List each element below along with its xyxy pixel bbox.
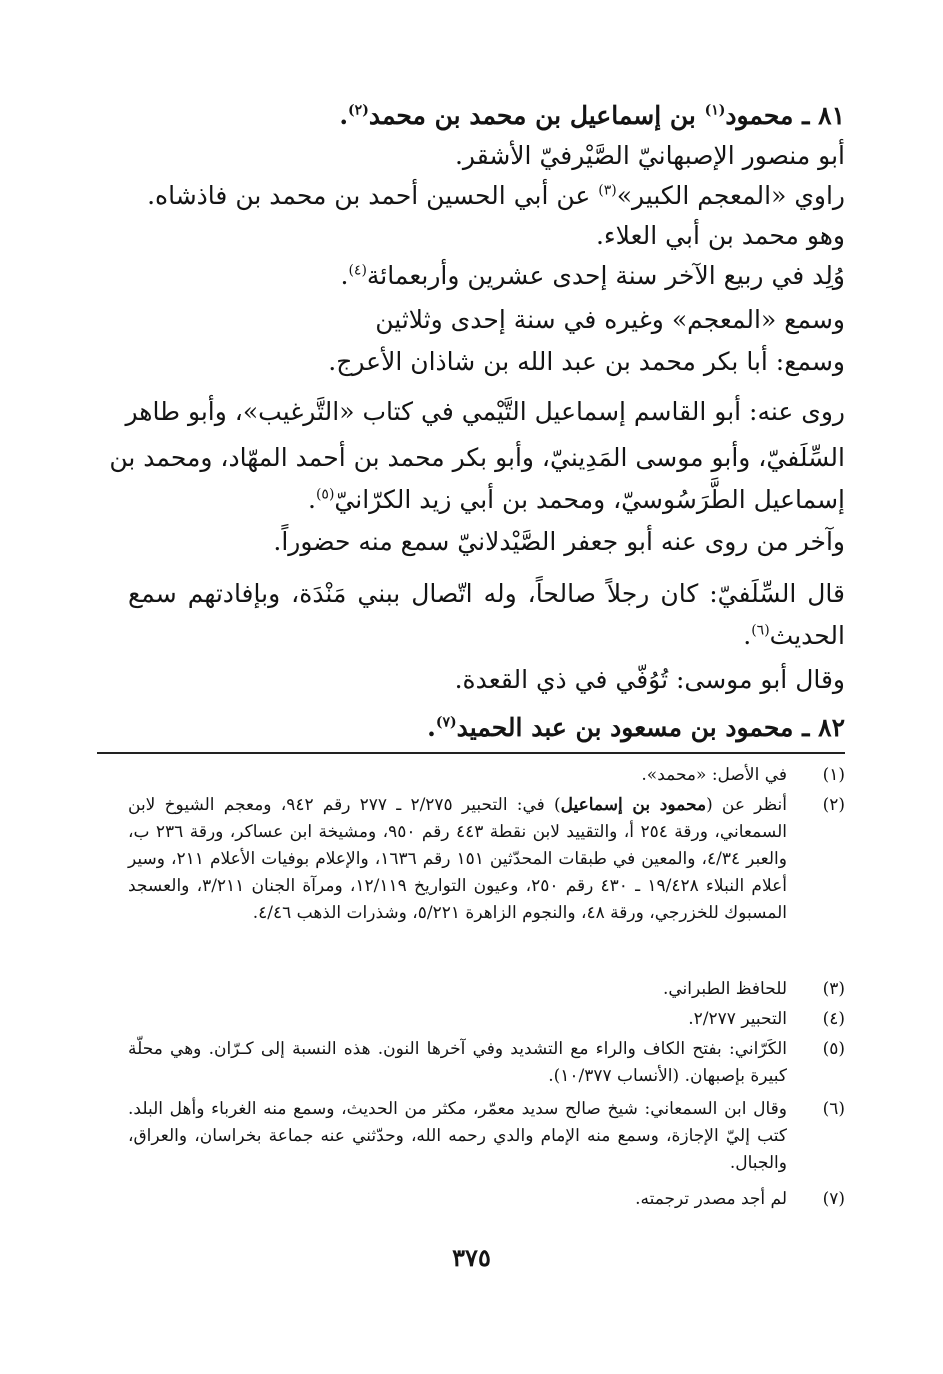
- footnote-2: [128, 792, 845, 927]
- body-line: وهو محمد بن أبي العلاء.: [595, 221, 845, 250]
- footnote-6: [128, 1096, 845, 1177]
- footnote-number: (٤): [822, 1009, 845, 1029]
- body-line: وسمع: أبا بكر محمد بن عبد الله بن شاذان الأعرج.: [328, 347, 845, 376]
- narrators-line: السِّلَفيّ، وأبو موسى المَدِينيّ، وأبو بكر محمد بن أحمد المهّاد، ومحمد بن: [109, 443, 845, 472]
- body-line: وآخر من روى عنه أبو جعفر الصَّيْدلانيّ سمع منه حضوراً.: [273, 527, 845, 556]
- entry-81-heading: ٨١ ـ محمود$^{(١)}$ بن إسماعيل بن محمد بن محمد$^{(٢)}$.: [339, 101, 845, 130]
- footnote-ref-6: (٦): [751, 622, 770, 639]
- silafi-line: الحديث$^{(٦)}$.: [743, 621, 845, 650]
- body-line: راوي «المعجم الكبير»$^{(٣)}$ عن أبي الحسين أحمد بن محمد بن فاذشاه.: [147, 181, 845, 210]
- footnote-number: (٦): [822, 1099, 845, 1119]
- footnote-number: (٢): [822, 795, 845, 815]
- page-number: ٣٧٥: [452, 1243, 491, 1272]
- footnote-4: [128, 1006, 845, 1033]
- narrators-line: روى عنه: أبو القاسم إسماعيل التَّيْمي في كتاب «التَّرغيب»، وأبو طاهر: [125, 397, 845, 426]
- footnote-ref-7: (٧): [435, 714, 457, 731]
- narrators-line: إسماعيل الطَّرَسُوسيّ، ومحمد بن أبي زيد الكرّانيّ$^{(٥)}$.: [307, 485, 845, 514]
- footnote-1: [128, 762, 845, 789]
- footnote-number: (٧): [822, 1189, 845, 1209]
- footnote-7: [128, 1186, 845, 1213]
- footnote-ref-1: (١): [704, 102, 726, 119]
- footnote-3: [128, 976, 845, 1003]
- body-line: أبو منصور الإصبهانيّ الصَّيْرفيّ الأشقر.: [454, 141, 845, 170]
- footnote-text: أنظر عن (محمود بن إسماعيل) في: التحبير ٢/٢٧٥ ـ ٢٧٧ رقم ٩٤٢، ومعجم الشيوخ لابن السمعاني، ورقة ٢٥٤ أ، والتقييد لابن نقطة ٤٤٣ رقم ٩٥٠، ومشيخة ابن عساكر، ورقة ٢٣٦ ب، والعبر ٤/٣٤، والمعين في طبقات المحدّثين ١٥١ رقم ١٦٣٦، والإعلام بوفيات الأعلام ٢١١، وسير أعلام النبلاء ١٩/٤٢٨ ـ ٤٣٠ رقم ٢٥٠، وعيون التواريخ ١٢/١١٩، ومرآة الجنان ٣/٢١١، والعسجد المسبوك للخزرجي، ورقة ٤٨، والنجوم الزاهرة ٥/٢٢١، وشذرات الذهب ٤/٤٦.: [128, 795, 787, 923]
- footnote-text: وقال ابن السمعاني: شيخ صالح سديد معمّر، مكثر من الحديث، وسمع منه الغرباء وأهل البلد. كتب إليّ الإجازة، وسمع منه الإمام والدي رحمه الله، وحدّثني عنه جماعة بخراسان، والعراق، والجبال.: [128, 1099, 787, 1173]
- footnote-text: الكَرّاني: بفتح الكاف والراء مع التشديد وفي آخرها النون. هذه النسبة إلى كـرّان. وهي محلّة كبيرة بإصبهان. (الأنساب ١٠/٣٧٧).: [128, 1039, 787, 1086]
- footnote-text: لم أجد مصدر ترجمته.: [635, 1189, 787, 1209]
- body-line: وسمع «المعجم» وغيره في سنة إحدى وثلاثين: [375, 305, 845, 334]
- body-line: وقال أبو موسى: تُوُفّي في ذي القعدة.: [454, 665, 845, 694]
- body-line: وُلِد في ربيع الآخر سنة إحدى عشرين وأربعمائة$^{(٤)}$.: [340, 261, 845, 290]
- footnote-ref-4: (٤): [348, 262, 367, 279]
- footnote-ref-2: (٢): [348, 102, 369, 119]
- footnote-5: [128, 1036, 845, 1090]
- footnote-ref-5: (٥): [315, 486, 335, 503]
- footnote-number: (١): [822, 765, 845, 785]
- footnote-number: (٣): [822, 979, 845, 999]
- footnote-text: في الأصل: «محمد».: [641, 765, 787, 785]
- silafi-line: قال السِّلَفيّ: كان رجلاً صالحاً، وله اتّصال ببني مَنْدَة، وبإفادتهم سمع: [128, 579, 845, 608]
- footnote-separator: [97, 752, 845, 754]
- footnote-text: للحافظ الطبراني.: [662, 979, 787, 999]
- footnote-number: (٥): [822, 1039, 845, 1059]
- footnote-text: التحبير ٢/٢٧٧.: [688, 1009, 787, 1029]
- entry-82-heading: ٨٢ ـ محمود بن مسعود بن عبد الحميد$^{(٧)}$.: [427, 713, 845, 742]
- footnote-ref-3: (٣): [598, 182, 617, 199]
